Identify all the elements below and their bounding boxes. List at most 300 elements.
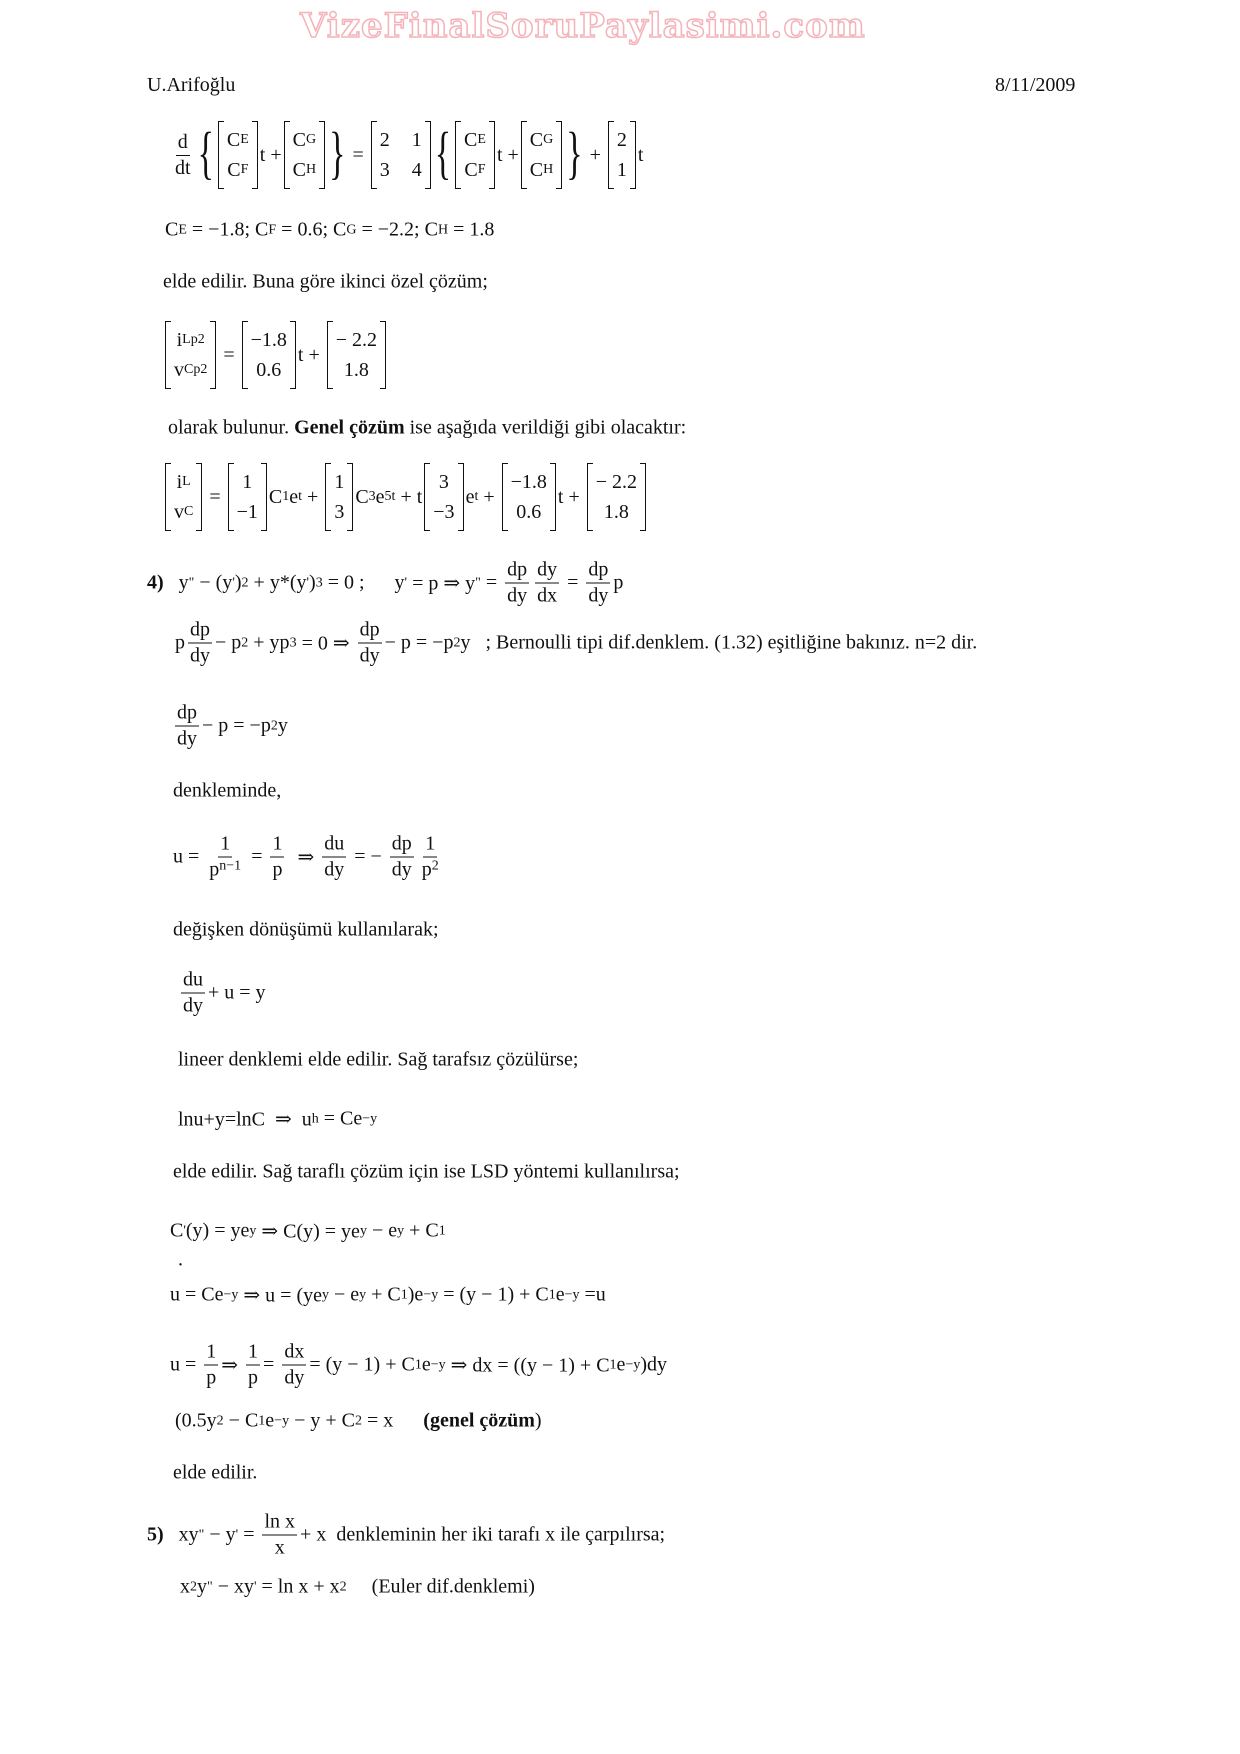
subscript: L	[182, 474, 191, 489]
matrix-row	[617, 125, 627, 155]
math-text: değişken dönüşümü kullanılarak;	[173, 918, 439, 941]
subscript: 1	[282, 489, 290, 504]
numerator	[423, 833, 437, 858]
numerator	[246, 1341, 260, 1366]
superscript: '	[404, 575, 408, 590]
superscript: t	[298, 489, 303, 504]
matrix-cell	[380, 125, 390, 155]
math-text: e	[289, 485, 299, 508]
math-text: .	[178, 1248, 183, 1271]
eq-linear	[178, 969, 266, 1018]
matrix	[521, 121, 562, 189]
numerator	[262, 1511, 297, 1536]
matrix	[455, 121, 495, 189]
math-text: 0.6	[516, 501, 542, 523]
fraction	[270, 833, 284, 882]
fraction	[204, 1341, 218, 1390]
matrix-cell	[293, 125, 316, 155]
fraction	[322, 833, 346, 882]
eq-dx	[170, 1341, 667, 1390]
math-text: + C	[366, 1283, 401, 1306]
math-text: 1	[425, 832, 436, 855]
math-text: )	[309, 571, 316, 594]
matrix-body	[377, 121, 425, 189]
math-text: C	[292, 159, 306, 181]
math-text: = (y − 1) + C	[438, 1283, 549, 1306]
math-text: (Euler dif.denklemi)	[346, 1575, 535, 1598]
math-text: u =	[170, 1353, 202, 1376]
fraction	[175, 702, 199, 751]
eq-u	[170, 1283, 606, 1308]
math-text: dp	[588, 558, 609, 581]
dot	[178, 1249, 183, 1272]
brace-symbol: }	[566, 122, 583, 186]
matrix-cell	[177, 467, 191, 497]
math-text: e	[375, 485, 385, 508]
superscript: '	[235, 1527, 239, 1542]
math-text: − (y	[194, 571, 233, 594]
right-bracket	[319, 121, 325, 189]
math-text: xy	[163, 1523, 199, 1546]
superscript: −y	[274, 1413, 290, 1428]
matrix-row	[293, 125, 316, 155]
text-genel-cozum	[168, 417, 686, 440]
superscript: 2	[339, 1579, 347, 1594]
superscript: "	[475, 575, 481, 590]
math-text: elde edilir. Sağ taraflı çözüm için ise LSD yöntemi kullanılırsa;	[173, 1160, 680, 1183]
superscript: −y	[625, 1357, 641, 1372]
matrix-body	[171, 463, 196, 531]
superscript: 2	[431, 858, 439, 874]
math-text: e	[421, 1353, 431, 1376]
superscript: '	[254, 1579, 257, 1594]
math-text: + t	[395, 485, 423, 508]
subscript: 1	[548, 1287, 556, 1302]
math-text: lnu+y=lnC ⇒ u	[178, 1108, 312, 1131]
right-bracket	[640, 463, 646, 531]
numerator	[218, 833, 232, 858]
bold-text: 5)	[147, 1523, 164, 1546]
matrix-cell	[380, 155, 390, 185]
math-text: = −2.2; C	[356, 218, 438, 241]
math-text: − 2.2	[595, 471, 638, 493]
math-text: − xy	[212, 1575, 254, 1598]
matrix	[587, 463, 646, 531]
superscript: 2	[241, 635, 249, 650]
math-text: t +	[557, 485, 585, 508]
math-text: ⇒	[287, 846, 320, 869]
denominator	[270, 858, 284, 882]
math-text: ⇒	[221, 1354, 244, 1377]
math-text: − y + C	[289, 1409, 355, 1432]
matrix-row	[174, 467, 193, 497]
matrix-body	[461, 121, 489, 189]
fraction	[282, 1341, 306, 1390]
matrix-cell	[439, 467, 449, 497]
math-text: x	[274, 1536, 285, 1559]
math-text: C	[529, 159, 544, 181]
matrix-cell	[293, 155, 316, 185]
matrix-cell	[256, 355, 281, 385]
matrix-row	[174, 355, 207, 385]
right-bracket	[196, 463, 202, 531]
math-text: y	[163, 571, 189, 594]
math-text: ⇒ u = (ye	[238, 1284, 322, 1307]
matrix-row	[596, 497, 637, 527]
matrix-row	[251, 355, 287, 385]
subscript: 1	[400, 1287, 408, 1302]
denominator	[246, 1366, 260, 1390]
denominator	[322, 858, 346, 882]
math-text: e	[465, 485, 475, 508]
superscript: 2	[453, 635, 461, 650]
matrix	[242, 321, 296, 389]
matrix-cell	[464, 125, 486, 155]
math-text: C	[170, 1219, 184, 1242]
math-text: denkleminde,	[173, 779, 282, 802]
math-text: +	[584, 143, 606, 166]
matrix	[608, 121, 636, 189]
math-text: p	[175, 631, 185, 654]
math-text: =	[218, 343, 240, 366]
math-text: i	[176, 471, 183, 493]
math-text: v	[174, 501, 184, 523]
math-text: dy	[537, 558, 558, 581]
math-text: (0.5y	[175, 1409, 217, 1432]
bold-text: Genel çözüm	[294, 416, 405, 439]
fraction	[505, 559, 529, 608]
denominator	[505, 584, 529, 608]
denominator	[273, 1536, 287, 1560]
matrix-cell	[334, 497, 344, 527]
numerator	[188, 619, 212, 644]
math-text: y	[277, 714, 288, 737]
matrix-row	[293, 155, 316, 185]
matrix-row	[251, 325, 287, 355]
math-text: dy	[507, 584, 528, 607]
matrix	[284, 121, 325, 189]
matrix-row	[433, 497, 454, 527]
eq-substitution	[173, 833, 444, 882]
math-text: dy	[183, 994, 203, 1017]
denominator	[207, 858, 243, 882]
matrix-cell	[433, 497, 454, 527]
matrix-row	[596, 467, 637, 497]
math-text: dp	[177, 701, 197, 724]
matrix-body	[248, 321, 290, 389]
matrix-body	[593, 463, 640, 531]
math-text: =u	[579, 1283, 606, 1306]
math-text: = 1.8	[448, 218, 495, 241]
fraction	[207, 833, 243, 882]
math-text: =	[562, 571, 584, 594]
matrix-row	[174, 325, 207, 355]
math-text: = ln x + x	[256, 1575, 340, 1598]
subscript: E	[240, 132, 249, 147]
math-text: 3	[379, 159, 390, 181]
math-text: (y) = ye	[185, 1219, 250, 1242]
math-text: − p = −p	[384, 631, 454, 654]
eq-genel-cozum	[175, 1410, 542, 1433]
eq-constants	[165, 219, 494, 242]
math-text: C	[464, 159, 478, 181]
math-text: olarak bulunur.	[168, 416, 295, 439]
matrix-row	[464, 155, 486, 185]
date-header: 8/11/2009	[995, 74, 1076, 96]
right-bracket	[210, 321, 216, 389]
math-text: = 0 ⇒	[296, 632, 355, 655]
math-text: −1.8	[510, 471, 547, 493]
subscript: h	[311, 1111, 319, 1126]
denominator	[420, 858, 441, 882]
numerator	[322, 833, 346, 858]
right-bracket	[380, 321, 386, 389]
numerator	[358, 619, 382, 644]
math-text: + yp	[248, 631, 290, 654]
math-text: e	[616, 1353, 626, 1376]
subscript: H	[305, 162, 317, 177]
math-text: + y*(y	[248, 571, 307, 594]
watermark: VizeFinalSoruPaylasimi.com	[300, 6, 866, 46]
matrix	[325, 463, 353, 531]
math-text: t +	[496, 143, 519, 166]
superscript: −y	[430, 1357, 446, 1372]
denominator	[586, 584, 610, 608]
math-text: t +	[259, 143, 282, 166]
math-text: du	[324, 832, 345, 855]
math-text: dy	[190, 644, 210, 667]
matrix-cell	[174, 497, 193, 527]
math-text: u = Ce	[170, 1283, 224, 1306]
matrix-row	[227, 155, 249, 185]
math-text: 3	[438, 471, 449, 493]
math-text: +	[478, 485, 500, 508]
math-text: 0.6	[256, 359, 282, 381]
math-text: dt	[175, 156, 191, 179]
brace-symbol: {	[197, 122, 214, 186]
superscript: −y	[564, 1287, 580, 1302]
math-text: =	[204, 485, 226, 508]
math-text: = p ⇒ y	[407, 572, 476, 595]
math-text: C	[529, 129, 544, 151]
fraction	[246, 1341, 260, 1390]
math-text: 1.8	[603, 501, 629, 523]
superscript: −y	[223, 1287, 239, 1302]
math-text: C	[464, 129, 478, 151]
math-text: − 2.2	[335, 329, 378, 351]
text-degisken	[173, 919, 439, 942]
matrix-body	[234, 463, 261, 531]
numerator	[204, 1341, 218, 1366]
math-text: 2	[379, 129, 390, 151]
bold-text: 4)	[147, 571, 164, 594]
math-text: dy	[359, 644, 380, 667]
superscript: '	[232, 575, 235, 590]
superscript: y	[359, 1287, 367, 1302]
matrix-cell	[237, 497, 258, 527]
numerator	[270, 833, 284, 858]
matrix-cell	[412, 155, 422, 185]
matrix-body	[333, 321, 380, 389]
subscript: Cp2	[184, 362, 208, 377]
superscript: "	[198, 1527, 205, 1542]
matrix-body	[224, 121, 252, 189]
matrix	[228, 463, 267, 531]
superscript: 3	[289, 635, 297, 650]
fraction	[586, 559, 610, 608]
subscript: C	[184, 504, 194, 519]
math-text: dy	[177, 727, 197, 750]
fraction	[420, 833, 441, 882]
numerator	[505, 559, 529, 584]
eq-particular	[163, 321, 388, 389]
math-text: dy	[391, 858, 412, 881]
matrix-row	[464, 125, 486, 155]
superscript: n−1	[219, 858, 242, 874]
eq-derivative	[170, 121, 643, 189]
math-text: = 0.6; C	[276, 218, 347, 241]
eq-cy	[170, 1219, 446, 1244]
subscript: F	[268, 222, 277, 237]
matrix-cell	[617, 125, 627, 155]
matrix-cell	[604, 497, 629, 527]
bold-text: (genel çözüm	[423, 1409, 535, 1432]
math-text: v	[174, 359, 184, 381]
subscript: 1	[438, 1223, 446, 1238]
author-header: U.Arifoğlu	[147, 74, 236, 96]
math-text: C	[268, 485, 283, 508]
math-text: =	[480, 571, 503, 594]
math-text: ⇒ C(y) = ye	[256, 1220, 360, 1243]
math-text: C	[292, 129, 306, 151]
math-text: 1	[272, 832, 283, 855]
right-bracket	[347, 463, 353, 531]
matrix-row	[336, 355, 377, 385]
denominator	[535, 584, 559, 608]
matrix-body	[430, 463, 457, 531]
math-text: dy	[588, 584, 609, 607]
math-text: 1	[206, 1340, 217, 1363]
math-text: e	[265, 1409, 275, 1432]
eq-homogeneous	[178, 1107, 377, 1132]
fraction	[390, 833, 414, 882]
math-text: dp	[359, 618, 380, 641]
superscript: 5t	[384, 489, 396, 504]
numerator	[282, 1341, 306, 1366]
matrix-row	[530, 125, 553, 155]
subscript: H	[543, 162, 554, 177]
matrix-cell	[227, 125, 249, 155]
matrix-row	[336, 325, 377, 355]
math-text: − e	[366, 1219, 398, 1242]
denominator	[181, 994, 205, 1018]
eq-general	[163, 463, 648, 531]
matrix-cell	[530, 125, 553, 155]
math-text: u =	[173, 845, 205, 868]
math-text: 1	[248, 1340, 259, 1363]
math-text: 1	[411, 129, 422, 151]
superscript: y	[249, 1223, 257, 1238]
subscript: H	[437, 222, 449, 237]
math-text: 2	[616, 129, 627, 151]
matrix-body	[331, 463, 347, 531]
superscript: 2	[190, 1579, 197, 1594]
math-text: + u = y	[208, 981, 266, 1004]
math-text: =	[347, 143, 369, 166]
math-text: 1	[616, 159, 627, 181]
matrix	[218, 121, 258, 189]
math-text: + x denkleminin her iki tarafı x ile çarpılırsa;	[300, 1523, 666, 1546]
matrix-cell	[617, 155, 627, 185]
superscript: '	[183, 1223, 186, 1238]
matrix-cell	[177, 325, 205, 355]
matrix-row	[334, 497, 344, 527]
math-text: = 0 ; y	[322, 571, 405, 594]
matrix-row	[380, 125, 422, 155]
numerator	[390, 833, 414, 858]
math-text: 1.8	[343, 359, 369, 381]
matrix-body	[614, 121, 630, 189]
math-text: d	[177, 130, 188, 153]
math-text: p	[421, 858, 432, 881]
matrix-cell	[530, 155, 553, 185]
math-text: t	[637, 143, 644, 166]
denominator	[173, 156, 193, 180]
math-text: −3	[433, 501, 455, 523]
math-text: p	[272, 858, 283, 881]
matrix-row	[174, 497, 193, 527]
eq-euler	[180, 1576, 535, 1599]
subscript: E	[477, 132, 486, 147]
math-text: x	[180, 1575, 190, 1598]
math-text: − p	[215, 631, 242, 654]
math-text: p	[248, 1366, 259, 1389]
superscript: 2	[241, 575, 249, 590]
math-text: −1	[236, 501, 258, 523]
subscript: G	[543, 132, 554, 147]
fraction	[535, 559, 559, 608]
matrix-cell	[174, 355, 207, 385]
math-text: −1.8	[250, 329, 287, 351]
superscript: −y	[362, 1111, 378, 1126]
matrix-cell	[251, 325, 287, 355]
fraction	[358, 619, 382, 668]
math-text: − C	[223, 1409, 259, 1432]
numerator	[535, 559, 559, 584]
math-text: 1	[334, 471, 345, 493]
matrix-cell	[596, 467, 637, 497]
matrix-cell	[334, 467, 344, 497]
math-text: y ; Bernoulli tipi dif.denklem. (1.32) eşitliğine bakınız. n=2 dir.	[460, 631, 978, 654]
matrix-row	[511, 497, 547, 527]
math-text: dx	[537, 584, 558, 607]
eq-problem-5	[147, 1511, 665, 1560]
subscript: Lp2	[182, 332, 205, 347]
superscript: y	[321, 1287, 329, 1302]
math-text: ln x	[264, 1510, 296, 1533]
matrix-row	[530, 155, 553, 185]
numerator	[181, 969, 205, 994]
math-text: dp	[190, 618, 210, 641]
math-text: C	[165, 218, 179, 241]
numerator	[175, 702, 199, 727]
fraction	[262, 1511, 297, 1560]
math-text: C	[355, 485, 369, 508]
numerator	[176, 131, 190, 156]
math-text: +	[302, 485, 324, 508]
subscript: F	[240, 162, 249, 177]
brace-symbol: {	[434, 122, 452, 186]
